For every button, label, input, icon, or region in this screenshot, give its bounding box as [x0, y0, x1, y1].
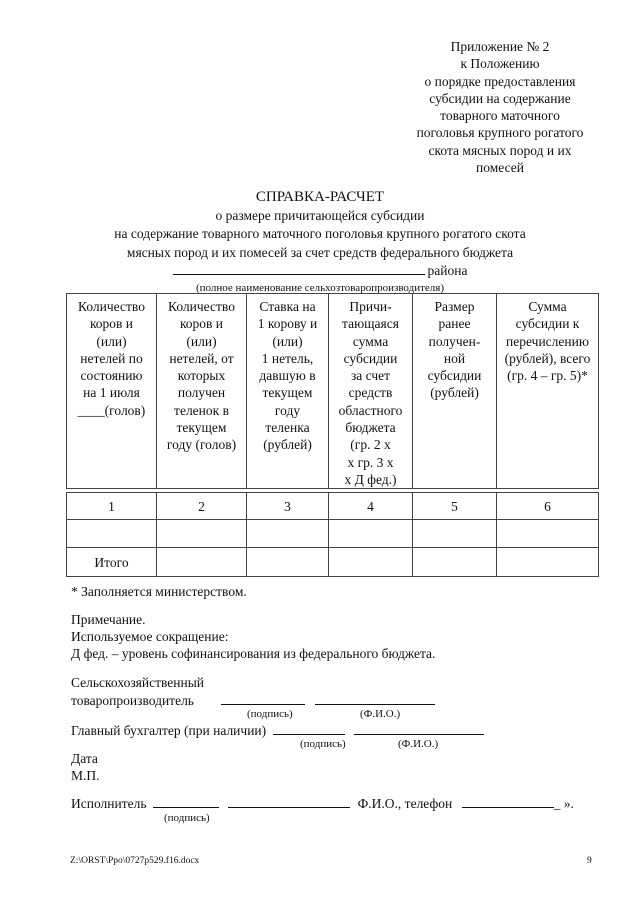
table-cell [329, 520, 413, 548]
date-label: Дата [71, 751, 98, 766]
title-line-3: мясных пород и их помесей за счет средств федерального бюджета [126, 244, 514, 260]
appendix-line: товарного маточного [440, 108, 560, 124]
title-line-2: на содержание товарного маточного поголовья крупного рогатого скота [114, 226, 526, 241]
appendix-line: Приложение № 2 [450, 39, 550, 54]
table-cell [247, 520, 329, 548]
executor-extra-blank [228, 795, 350, 808]
table-cell [247, 548, 329, 577]
column-number-row [67, 493, 599, 520]
column-number: 4 [329, 493, 413, 520]
producer-label-2: товаропроизводитель [71, 693, 194, 708]
footnote: * Заполняется министерством. [71, 584, 247, 599]
executor-line [71, 795, 574, 812]
header-cell-5: Размер ранее получен- ной субсидии (рублей) [413, 294, 497, 489]
appendix-line: помесей [476, 160, 524, 176]
column-number: 5 [413, 493, 497, 520]
executor-end: _ ». [553, 796, 574, 811]
executor-signature-caption: (подпись) [164, 812, 210, 824]
document-heading: СПРАВКА-РАСЧЕТ [255, 189, 385, 205]
title-block [60, 188, 580, 295]
column-number: 6 [497, 493, 599, 520]
accountant-name-blank [354, 722, 484, 735]
page-number: 9 [587, 856, 592, 866]
table-header-row [67, 294, 599, 489]
district-line [60, 262, 580, 281]
note-heading: Примечание. [71, 612, 146, 627]
column-number: 1 [67, 493, 157, 520]
total-label: Итого [67, 548, 157, 577]
producer-signature-line [71, 692, 435, 709]
total-row [67, 548, 599, 577]
executor-label: Исполнитель [71, 796, 147, 811]
district-caption: (полное наименование сельхозтоваропроизводителя) [196, 281, 444, 294]
appendix-line: поголовья крупного рогатого [416, 125, 584, 141]
table-cell [329, 548, 413, 577]
producer-name-caption: (Ф.И.О.) [360, 708, 401, 720]
stamp-label: М.П. [71, 768, 100, 783]
producer-name-blank [315, 692, 435, 705]
district-suffix: района [427, 263, 468, 278]
accountant-line [71, 722, 484, 739]
producer-label-1: Сельскохозяйственный [71, 675, 205, 690]
header-cell-2: Количество коров и (или) нетелей, от которых получен теленок в текущем году (голов) [157, 294, 247, 489]
executor-phone-blank [462, 795, 554, 808]
table-row [67, 520, 599, 548]
appendix-line: субсидии на содержание [429, 90, 571, 106]
table-cell [413, 548, 497, 577]
table-cell [157, 548, 247, 577]
appendix-line: о порядке предоставления [424, 73, 576, 89]
executor-name-phone-label: Ф.И.О., телефон [357, 796, 453, 811]
table-cell [67, 520, 157, 548]
header-cell-1: Количество коров и (или) нетелей по состоянию на 1 июля ____(голов) [67, 294, 157, 489]
appendix-block [395, 38, 605, 176]
table-cell [413, 520, 497, 548]
column-number: 2 [157, 493, 247, 520]
district-blank [173, 262, 425, 275]
column-number: 3 [247, 493, 329, 520]
accountant-name-caption: (Ф.И.О.) [398, 738, 439, 750]
abbreviation-heading: Используемое сокращение: [71, 629, 229, 644]
appendix-line: скота мясных пород и их [428, 142, 572, 158]
footer-file-path: Z:\ORST\Ppo\0727p529.f16.docx [70, 856, 200, 866]
table-cell [157, 520, 247, 548]
table-cell [497, 520, 599, 548]
title-line-1: о размере причитающейся субсидии [215, 207, 425, 223]
accountant-label: Главный бухгалтер (при наличии) [71, 723, 267, 738]
producer-signature-blank [221, 692, 305, 705]
accountant-signature-blank [273, 722, 345, 735]
executor-signature-blank [153, 795, 219, 808]
producer-signature-caption: (подпись) [247, 708, 293, 720]
calculation-table [66, 293, 599, 577]
header-cell-3: Ставка на 1 корову и (или) 1 нетель, давшую в текущем году теленка (рублей) [247, 294, 329, 489]
header-cell-6: Сумма субсидии к перечислению (рублей), всего (гр. 4 – гр. 5)* [497, 294, 599, 489]
appendix-line: к Положению [460, 56, 540, 72]
abbreviation-text: Д фед. – уровень софинансирования из федерального бюджета. [71, 646, 436, 661]
header-cell-4: Причи- тающаяся сумма субсидии за счет средств областного бюджета (гр. 2 х х гр. 3 х х Д фед.) [329, 294, 413, 489]
accountant-signature-caption: (подпись) [300, 738, 346, 750]
table-cell [497, 548, 599, 577]
